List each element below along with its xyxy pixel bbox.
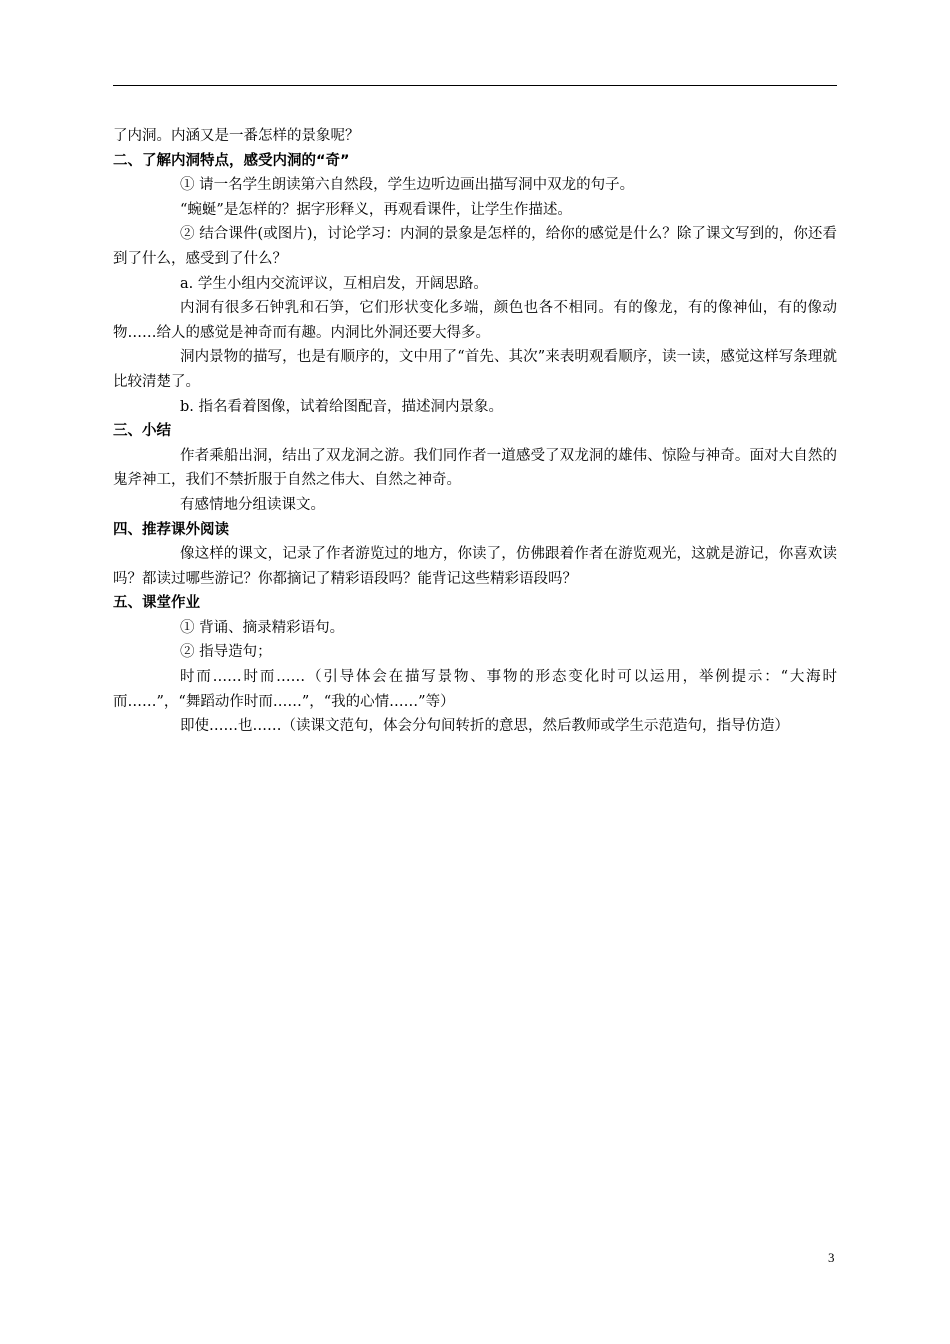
paragraph: 洞内景物的描写，也是有顺序的，文中用了“首先、其次”来表明观看顺序，读一读，感觉这样写条理就比较清楚了。 — [113, 349, 837, 390]
paragraph: 时而……时而……（引导体会在描写景物、事物的形态变化时可以运用，举例提示：“大海时而……”，“舞蹈动作时而……”，“我的心情……”等） — [113, 669, 837, 710]
paragraph: 内洞有很多石钟乳和石笋，它们形状变化多端，颜色也各不相同。有的像龙，有的像神仙，有的像动物……给人的感觉是神奇而有趣。内洞比外洞还要大得多。 — [113, 300, 837, 341]
paragraph: “蜿蜒”是怎样的？据字形释义，再观看课件，让学生作描述。 — [180, 201, 572, 218]
header-rule — [113, 85, 837, 86]
paragraph: 像这样的课文，记录了作者游览过的地方，你读了，仿佛跟着作者在游览观光，这就是游记，你喜欢读吗？都读过哪些游记？你都摘记了精彩语段吗？能背记这些精彩语段吗？ — [113, 546, 837, 587]
paragraph: ① 请一名学生朗读第六自然段，学生边听边画出描写洞中双龙的句子。 — [180, 177, 635, 194]
paragraph: 作者乘船出洞，结出了双龙洞之游。我们同作者一道感受了双龙洞的雄伟、惊险与神奇。面对大自然的鬼斧神工，我们不禁折服于自然之伟大、自然之神奇。 — [113, 447, 837, 489]
section-heading: 四、推荐课外阅读 — [113, 521, 229, 538]
paragraph: ① 背诵、摘录精彩语句。 — [180, 619, 345, 636]
page-number: 3 — [828, 1250, 835, 1265]
document-body — [113, 124, 837, 739]
paragraph: ② 指导造句； — [180, 644, 272, 661]
paragraph: 有感情地分组读课文。 — [180, 496, 325, 513]
section-heading: 五、课堂作业 — [113, 595, 200, 612]
paragraph: 即使……也……（读课文范句，体会分句间转折的意思，然后教师或学生示范造句，指导仿造） — [180, 718, 789, 735]
paragraph: b. 指名看着图像，试着给图配音，描述洞内景象。 — [180, 398, 503, 415]
paragraph: ② 结合课件(或图片)，讨论学习：内洞的景象是怎样的，给你的感觉是什么？除了课文写到的，你还看到了什么，感受到了什么？ — [113, 226, 837, 267]
section-heading: 三、小结 — [113, 423, 171, 440]
paragraph: a. 学生小组内交流评议，互相启发，开阔思路。 — [180, 275, 488, 292]
paragraph: 了内洞。内涵又是一番怎样的景象呢？ — [113, 128, 360, 144]
section-heading: 二、了解内洞特点，感受内洞的“奇” — [113, 152, 350, 169]
